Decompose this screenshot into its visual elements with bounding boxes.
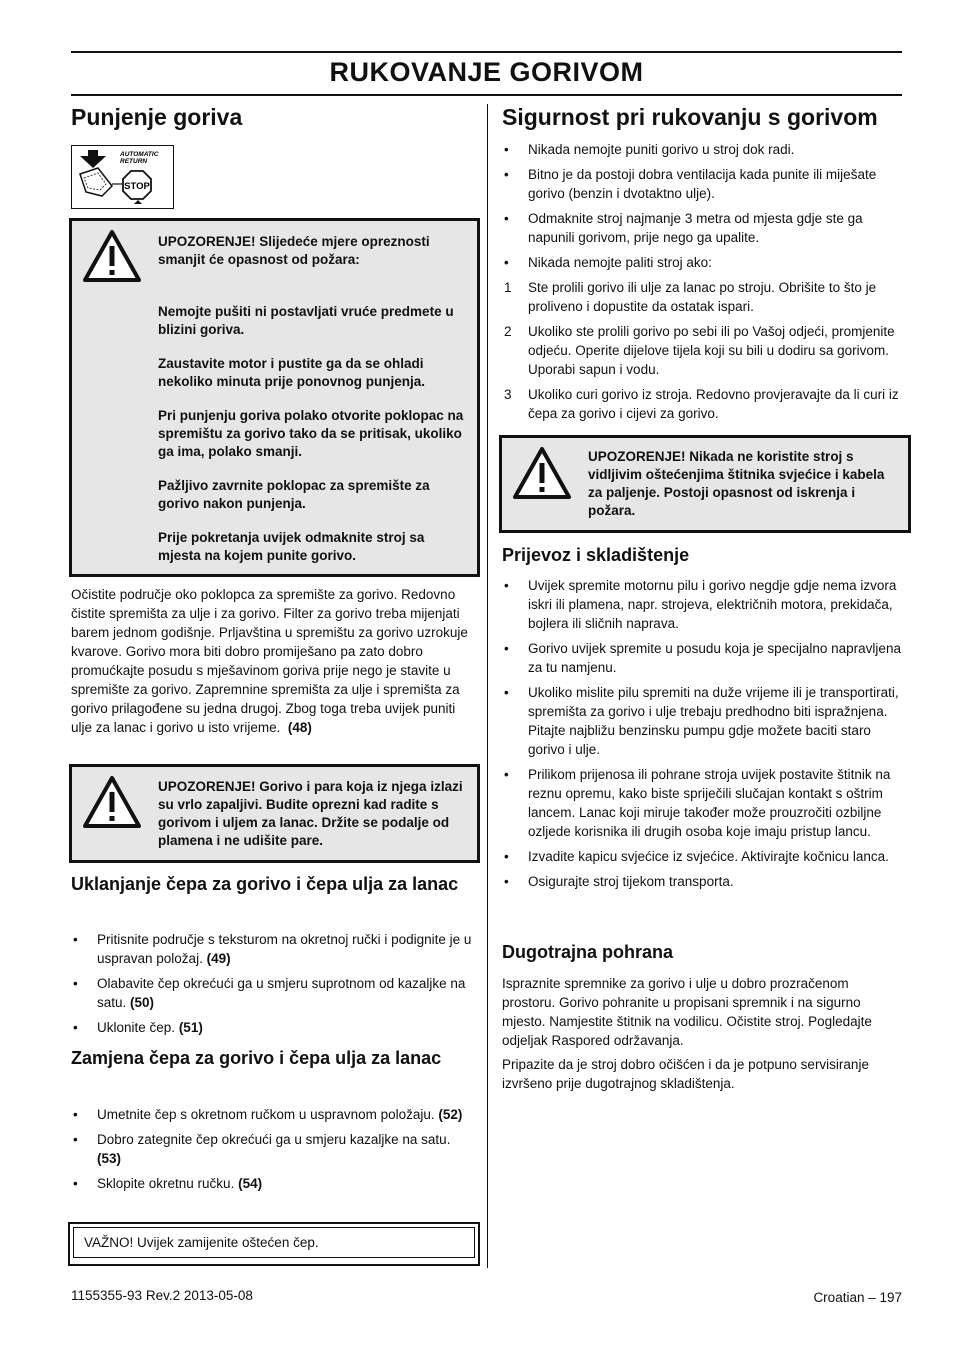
list-item: • Ukoliko mislite pilu spremiti na duže vrijeme ili je transportirati, spremišta za gorivo i ulje trebaju predhodno biti ispražnjena. Pitajte najbližu benzinsku pumpu gdje možete baciti staro gorivo i ulje. [504,685,899,757]
page-title: RUKOVANJE GORIVOM [329,57,644,87]
list-item: • Umetnite čep s okretnom ručkom u uspravnom položaju. (52) [73,1107,463,1122]
warning-triangle-icon [82,229,142,283]
ref-48: (48) [287,720,312,735]
top-rule [71,51,902,53]
list-item: • Odmaknite stroj najmanje 3 metra od mjesta gdje ste ga napunili gorivom, prije nego ga upalite. [504,211,863,245]
list-item: • Bitno je da postoji dobra ventilacija kada punite ili miješate gorivo (benzin i dvotaktno ulje). [504,167,877,201]
important-text: VAŽNO! Uvijek zamijenite oštećen čep. [73,1227,475,1258]
warning1-line-4: Pažljivo zavrnite poklopac za spremište za gorivo nakon punjenja. [158,478,430,511]
icon-label-1: AUTOMATIC [120,151,159,158]
list-item: 3 Ukoliko curi gorivo iz stroja. Redovno provjeravajte da li curi iz čepa za gorivo i cijevi za gorivo. [504,387,899,421]
list-item: • Dobro zategnite čep okrećući ga u smjeru kazaljke na satu. (53) [73,1132,451,1166]
list-item: • Prilikom prijenosa ili pohrane stroja uvijek postavite štitnik na reznu opremu, kako biste spriječili slučajan kontakt s oštrim lancem. Lanac koji miruje također može prouzročiti ozbiljne ozljede korisnika ili drugih osoba koje imaju pristup lancu. [504,767,891,839]
footer-page-number: Croatian – 197 [813,1290,902,1305]
list-item: 2 Ukoliko ste prolili gorivo po sebi ili po Vašoj odjeći, promjenite odjeću. Operite dijelove tijela koji su bili u dodiru sa gorivom. Uporabi sapun i vodu. [504,324,895,377]
transport-storage-list [502,576,902,897]
section-title-fueling: Punjenje goriva [71,104,243,130]
section-title-fuel-safety: Sigurnost pri rukovanju s gorivom [502,104,878,130]
important-notice [68,1222,480,1266]
left-column [71,100,478,1250]
subsection-cap-replacement: Zamjena čepa za gorivo i čepa ulja za lanac [71,1048,442,1068]
column-divider [487,104,488,1268]
spark-warning-text: UPOZORENJE! Nikada ne koristite stroj s vidljivim oštećenjima štitnika svjećice i kabela za paljenje. Postoji opasnost od iskrenja i požara. [588,449,885,518]
right-column [502,100,902,1091]
spark-warning-box [499,435,911,533]
list-item: • Uklonite čep. (51) [73,1020,203,1035]
long-term-storage-p2: Pripazite da je stroj dobro očišćen i da je potpuno servisiranje izvršeno prije dugotrajnog skladištenja. [502,1057,869,1091]
icon-label-2: RETURN [120,158,148,165]
title-rule [71,94,902,96]
cap-replacement-list [71,1105,473,1199]
warning1-line-3: Pri punjenju goriva polako otvorite poklopac na spremištu za gorivo tako da se pritisak, ukoliko ga ima, polako smanji. [158,408,464,459]
warning1-line-1: Nemojte pušiti ni postavljati vruće predmete u blizini goriva. [158,304,454,337]
warning-triangle-icon [512,446,572,500]
list-item: • Gorivo uvijek spremite u posudu koja je specijalno napravljena za tu namjenu. [504,641,901,675]
fire-warning-box [69,218,480,577]
fueling-paragraph [71,585,473,737]
subsection-transport-storage: Prijevoz i skladištenje [502,545,690,565]
flammable-warning-box [69,764,480,863]
subsection-long-term-storage: Dugotrajna pohrana [502,942,674,962]
list-item: • Osigurajte stroj tijekom transporta. [504,874,734,889]
warning1-line-2: Zaustavite motor i pustite ga da se ohladi nekoliko minuta prije ponovnog punjenja. [158,356,426,389]
auto-return-stop-icon [71,145,174,209]
footer-doc-number: 1155355-93 Rev.2 2013-05-08 [71,1288,253,1303]
long-term-storage-p1: Ispraznite spremnike za gorivo i ulje u dobro prozračenom prostoru. Gorivo pohranite u propisani spremnik i na sigurno mjesto. Namjestite štitnik na vodilicu. Očistite stroj. Pogledajte odjeljak Raspored održavanja. [502,976,872,1048]
subsection-cap-removal: Uklanjanje čepa za gorivo i čepa ulja za lanac [71,874,459,894]
list-item: • Uvijek spremite motornu pilu i gorivo negdje gdje nema izvora iskri ili plamena, napr. strojeva, električnih motora, prekidača, bojlera ili sličnih naprava. [504,578,897,631]
list-item: • Olabavite čep okrećući ga u smjeru suprotnom od kazaljke na satu. (50) [73,976,466,1010]
list-item: • Nikada nemojte puniti gorivo u stroj dok radi. [504,142,795,157]
list-item: 1 Ste prolili gorivo ili ulje za lanac po stroju. Obrišite to što je proliveno i dopustite da ostatak ispari. [504,280,877,314]
warning-triangle-icon [82,775,142,829]
warning2-text: UPOZORENJE! Gorivo i para koja iz njega izlazi su vrlo zapaljivi. Budite oprezni kad radite s gorivom i uljem za lanac. Držite se podalje od plamena i ne udišite pare. [158,779,463,848]
stop-text: STOP [124,181,150,192]
warning1-line-0: UPOZORENJE! Slijedeće mjere opreznosti smanjit će opasnost od požara: [158,234,430,267]
list-item: • Sklopite okretnu ručku. (54) [73,1176,263,1191]
list-item: • Pritisnite područje s teksturom na okretnoj ručki i podignite je u uspravan položaj. (49) [73,932,472,966]
warning1-line-5: Prije pokretanja uvijek odmaknite stroj sa mjesta na kojem punite gorivo. [158,530,425,563]
list-item: • Izvadite kapicu svjećice iz svjećice. Aktivirajte kočnicu lanca. [504,849,889,864]
list-item: • Nikada nemojte paliti stroj ako: [504,255,712,270]
fueling-paragraph-text: Očistite područje oko poklopca za spremište za gorivo. Redovno čistite spremišta za ulje i za gorivo. Filter za gorivo treba mijenjati barem jednom godišnje. Prljavština u spremištu za gorivo uzrokuje kvarove. Gorivo mora biti dobro promiješano pa zato dobro promućkajte posudu s mješavinom goriva prije nego je stavite u spremište za gorivo. Zapremnine spremišta za ulje i spremišta za gorivo prilagođene su jedna drugoj. Zbog toga treba uvijek puniti ulje za lanac i gorivo u isto vrijeme. [71,587,468,735]
fuel-safety-list [502,140,902,429]
cap-removal-list [71,930,473,1043]
